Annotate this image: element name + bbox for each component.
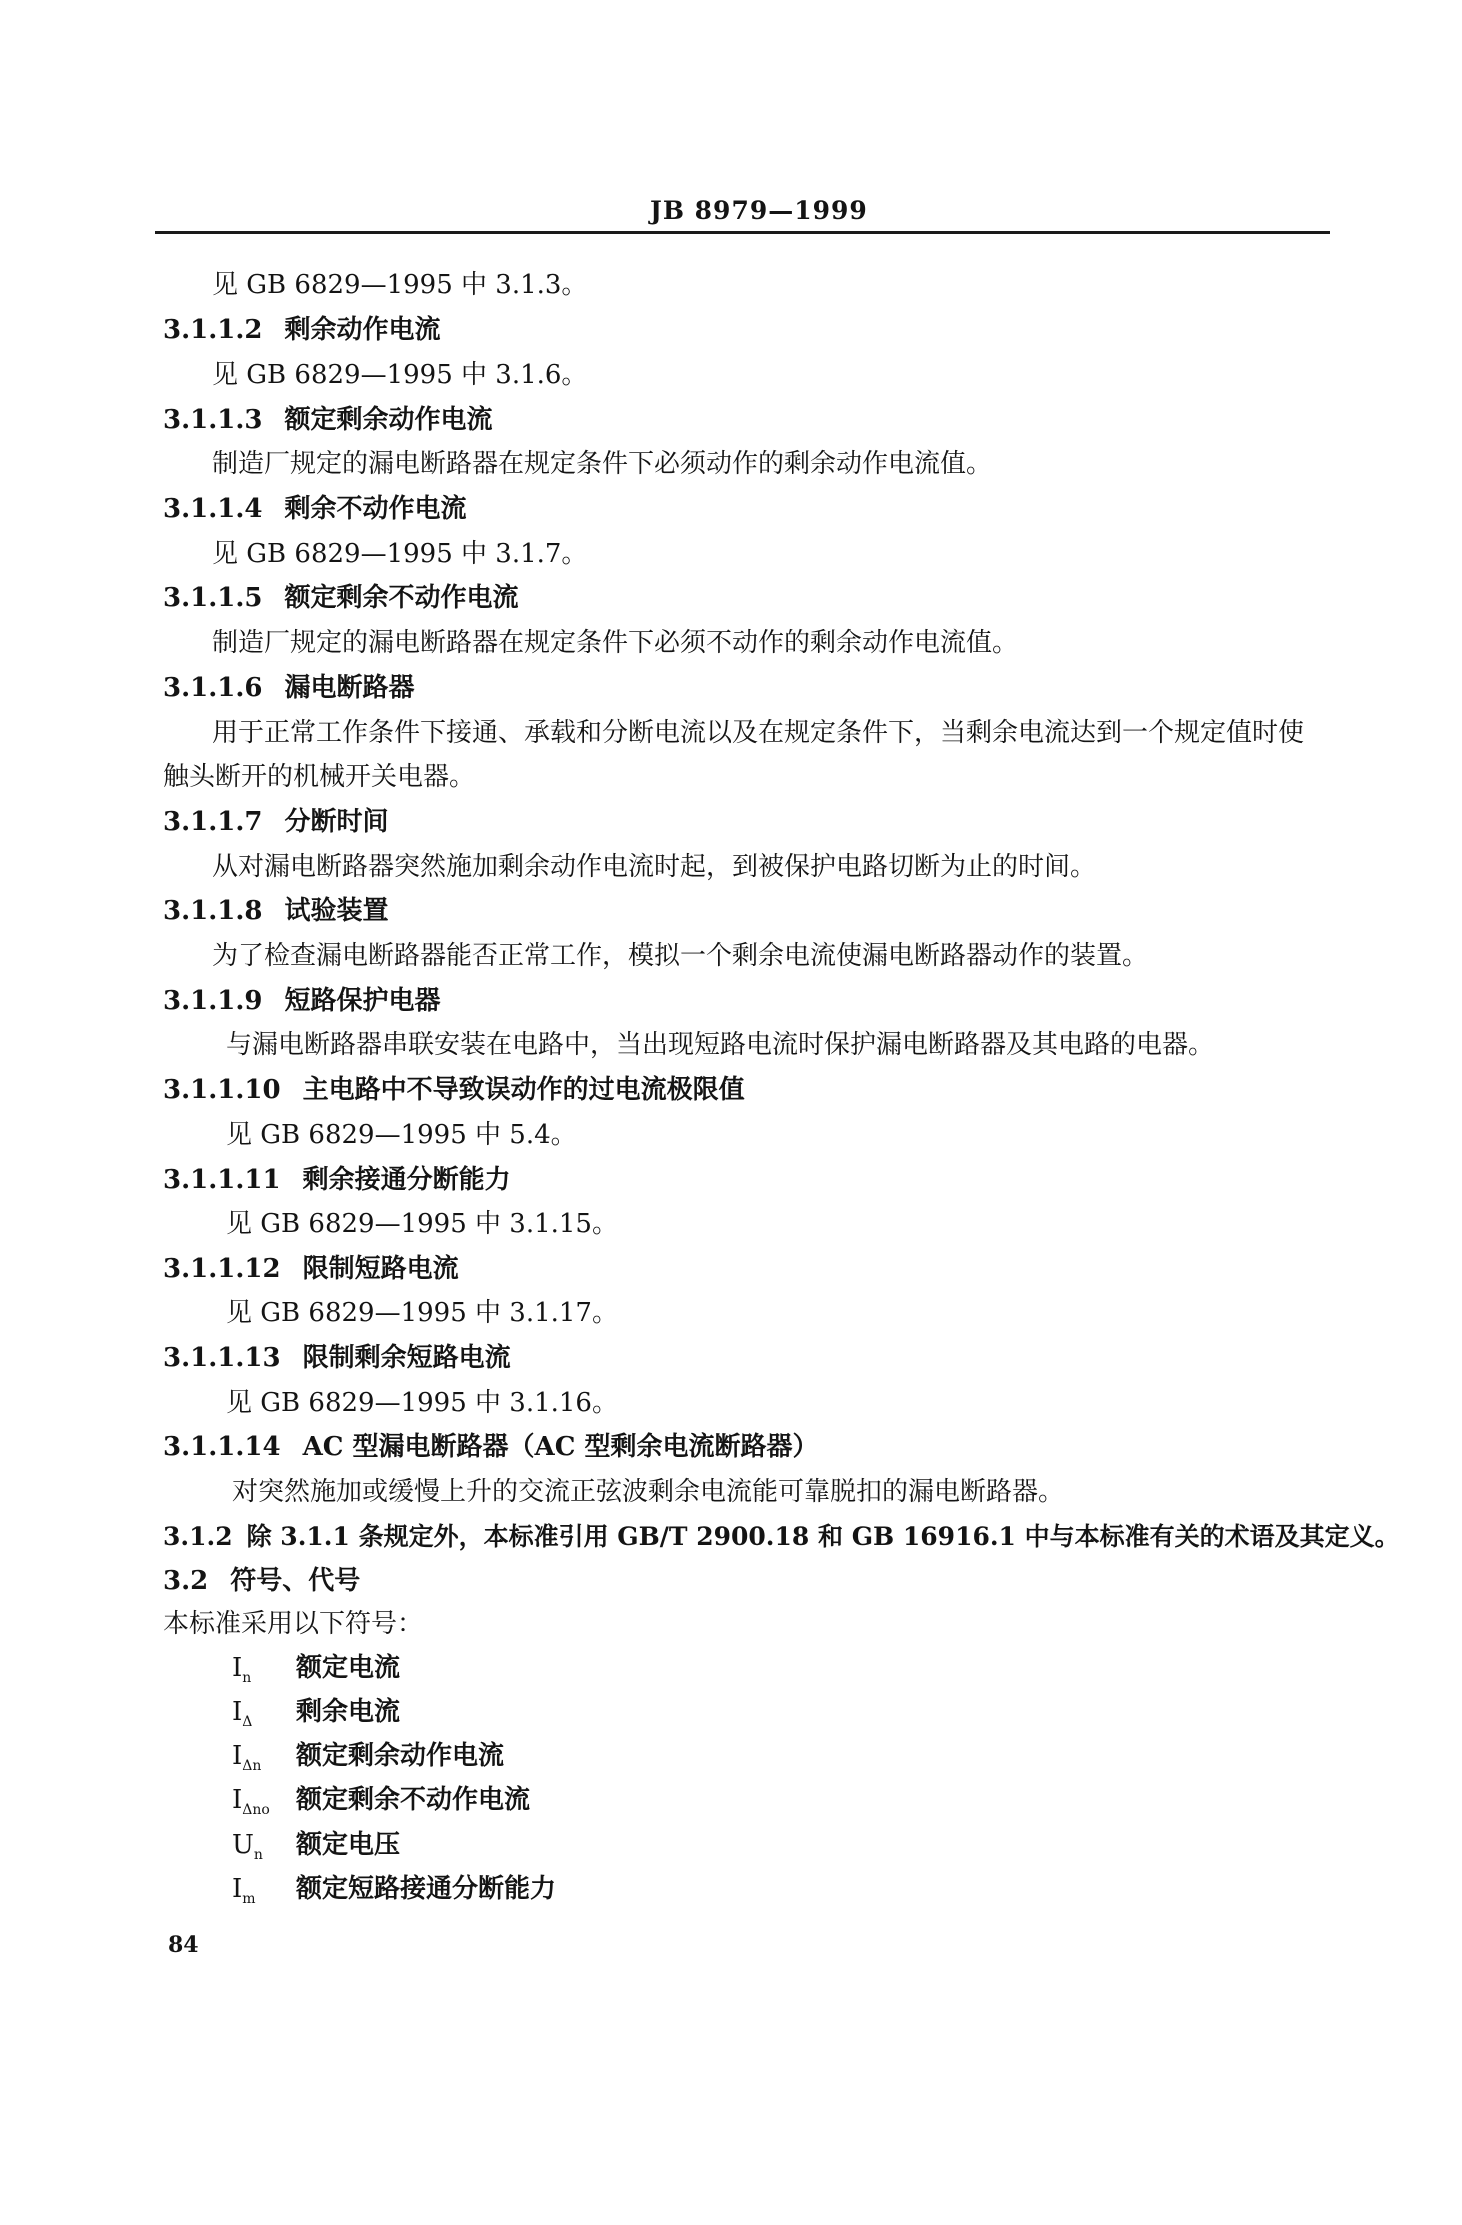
- clause-term: 试验装置: [284, 896, 389, 926]
- symbol-description: 额定短路接通分断能力: [296, 1874, 557, 1904]
- body-line: 对突然施加或缓慢上升的交流正弦波剩余电流能可靠脱扣的漏电断路器。: [232, 1477, 1065, 1507]
- symbol-row: [232, 1828, 400, 1872]
- clause-number: 3.1.2: [163, 1522, 233, 1551]
- clause-heading: [163, 1520, 1400, 1554]
- clause-number: 3.1.1.2: [163, 315, 263, 345]
- clause-number: 3.1.1.9: [163, 986, 263, 1016]
- body-line: 见 GB 6829—1995 中 5.4。: [226, 1120, 577, 1150]
- clause-term: 分断时间: [284, 807, 389, 837]
- clause-heading: [163, 671, 415, 705]
- clause-heading: [163, 984, 441, 1018]
- clause-number: 3.1.1.12: [163, 1254, 281, 1284]
- clause-term: 剩余接通分断能力: [302, 1165, 511, 1195]
- body-line: 本标准采用以下符号：: [163, 1609, 424, 1639]
- clause-term: 额定剩余不动作电流: [284, 583, 519, 613]
- symbol-row: [232, 1739, 504, 1783]
- clause-number: 3.2: [163, 1566, 209, 1596]
- clause-term: 剩余不动作电流: [284, 494, 467, 524]
- clause-heading: [163, 492, 467, 526]
- clause-heading: [163, 1341, 511, 1375]
- clause-heading: [163, 313, 441, 347]
- clause-term: AC 型漏电断路器（AC 型剩余电流断路器）: [302, 1432, 819, 1462]
- symbol-description: 额定电压: [296, 1830, 401, 1860]
- symbol-row: [232, 1783, 530, 1827]
- page-number: 84: [168, 1932, 199, 1958]
- clause-heading: [163, 1163, 511, 1197]
- symbol-row: [232, 1872, 556, 1916]
- body-line: 制造厂规定的漏电断路器在规定条件下必须动作的剩余动作电流值。: [212, 449, 993, 479]
- clause-term: 限制短路电流: [302, 1254, 459, 1284]
- clause-term: 短路保护电器: [284, 986, 441, 1016]
- clause-term: 限制剩余短路电流: [302, 1343, 511, 1373]
- clause-number: 3.1.1.8: [163, 896, 263, 926]
- clause-heading: [163, 1564, 360, 1598]
- clause-number: 3.1.1.13: [163, 1343, 281, 1373]
- clause-term: 漏电断路器: [284, 673, 415, 703]
- clause-number: 3.1.1.14: [163, 1432, 281, 1462]
- clause-heading: [163, 1073, 745, 1107]
- body-line: 用于正常工作条件下接通、承载和分断电流以及在规定条件下，当剩余电流达到一个规定值时使: [212, 718, 1305, 748]
- clause-term: 符号、代号: [230, 1566, 361, 1596]
- symbol-description: 剩余电流: [296, 1697, 401, 1727]
- clause-heading: [163, 1430, 818, 1464]
- symbol: $I_\Delta$: [232, 1697, 253, 1731]
- clause-heading: [163, 805, 389, 839]
- body-line: 见 GB 6829—1995 中 3.1.15。: [226, 1209, 618, 1239]
- clause-heading: [163, 581, 519, 615]
- clause-heading: [163, 894, 389, 928]
- clause-term: 除 3.1.1 条规定外，本标准引用 GB/T 2900.18 和 GB 16916.1 中与本标准有关的术语及其定义。: [246, 1522, 1400, 1551]
- symbol-description: 额定电流: [296, 1653, 401, 1683]
- body-line: 制造厂规定的漏电断路器在规定条件下必须不动作的剩余动作电流值。: [212, 628, 1019, 658]
- clause-term: 额定剩余动作电流: [284, 405, 493, 435]
- clause-number: 3.1.1.11: [163, 1165, 281, 1195]
- body-line: 从对漏电断路器突然施加剩余动作电流时起，到被保护电路切断为止的时间。: [212, 852, 1097, 882]
- body-line: 见 GB 6829—1995 中 3.1.3。: [212, 270, 588, 300]
- symbol-row: [232, 1695, 400, 1739]
- symbol-description: 额定剩余动作电流: [296, 1741, 505, 1771]
- clause-number: 3.1.1.4: [163, 494, 263, 524]
- clause-term: 主电路中不导致误动作的过电流极限值: [302, 1075, 745, 1105]
- symbol: $I_{\Delta n}$: [232, 1741, 262, 1775]
- symbol-row: [232, 1651, 400, 1695]
- body-line: 见 GB 6829—1995 中 3.1.17。: [226, 1298, 618, 1328]
- clause-number: 3.1.1.3: [163, 405, 263, 435]
- clause-number: 3.1.1.10: [163, 1075, 281, 1105]
- body-line: 为了检查漏电断路器能否正常工作，模拟一个剩余电流使漏电断路器动作的装置。: [212, 941, 1149, 971]
- symbol: $I_{\Delta no}$: [232, 1785, 270, 1819]
- clause-number: 3.1.1.7: [163, 807, 263, 837]
- body-line: 见 GB 6829—1995 中 3.1.7。: [212, 539, 588, 569]
- body-line: 见 GB 6829—1995 中 3.1.16。: [226, 1388, 618, 1418]
- body-line: 与漏电断路器串联安装在电路中，当出现短路电流时保护漏电断路器及其电路的电器。: [226, 1030, 1215, 1060]
- symbol-description: 额定剩余不动作电流: [296, 1785, 531, 1815]
- clause-heading: [163, 1252, 459, 1286]
- page-header: JB 8979—1999: [650, 196, 868, 225]
- body-line: 触头断开的机械开关电器。: [163, 762, 476, 792]
- header-rule: [155, 231, 1330, 234]
- body-line: 见 GB 6829—1995 中 3.1.6。: [212, 360, 588, 390]
- clause-number: 3.1.1.5: [163, 583, 263, 613]
- clause-heading: [163, 403, 493, 437]
- clause-number: 3.1.1.6: [163, 673, 263, 703]
- symbol: $U_n$: [232, 1830, 263, 1864]
- symbol: $I_m$: [232, 1874, 256, 1908]
- clause-term: 剩余动作电流: [284, 315, 441, 345]
- symbol: $I_n$: [232, 1653, 252, 1687]
